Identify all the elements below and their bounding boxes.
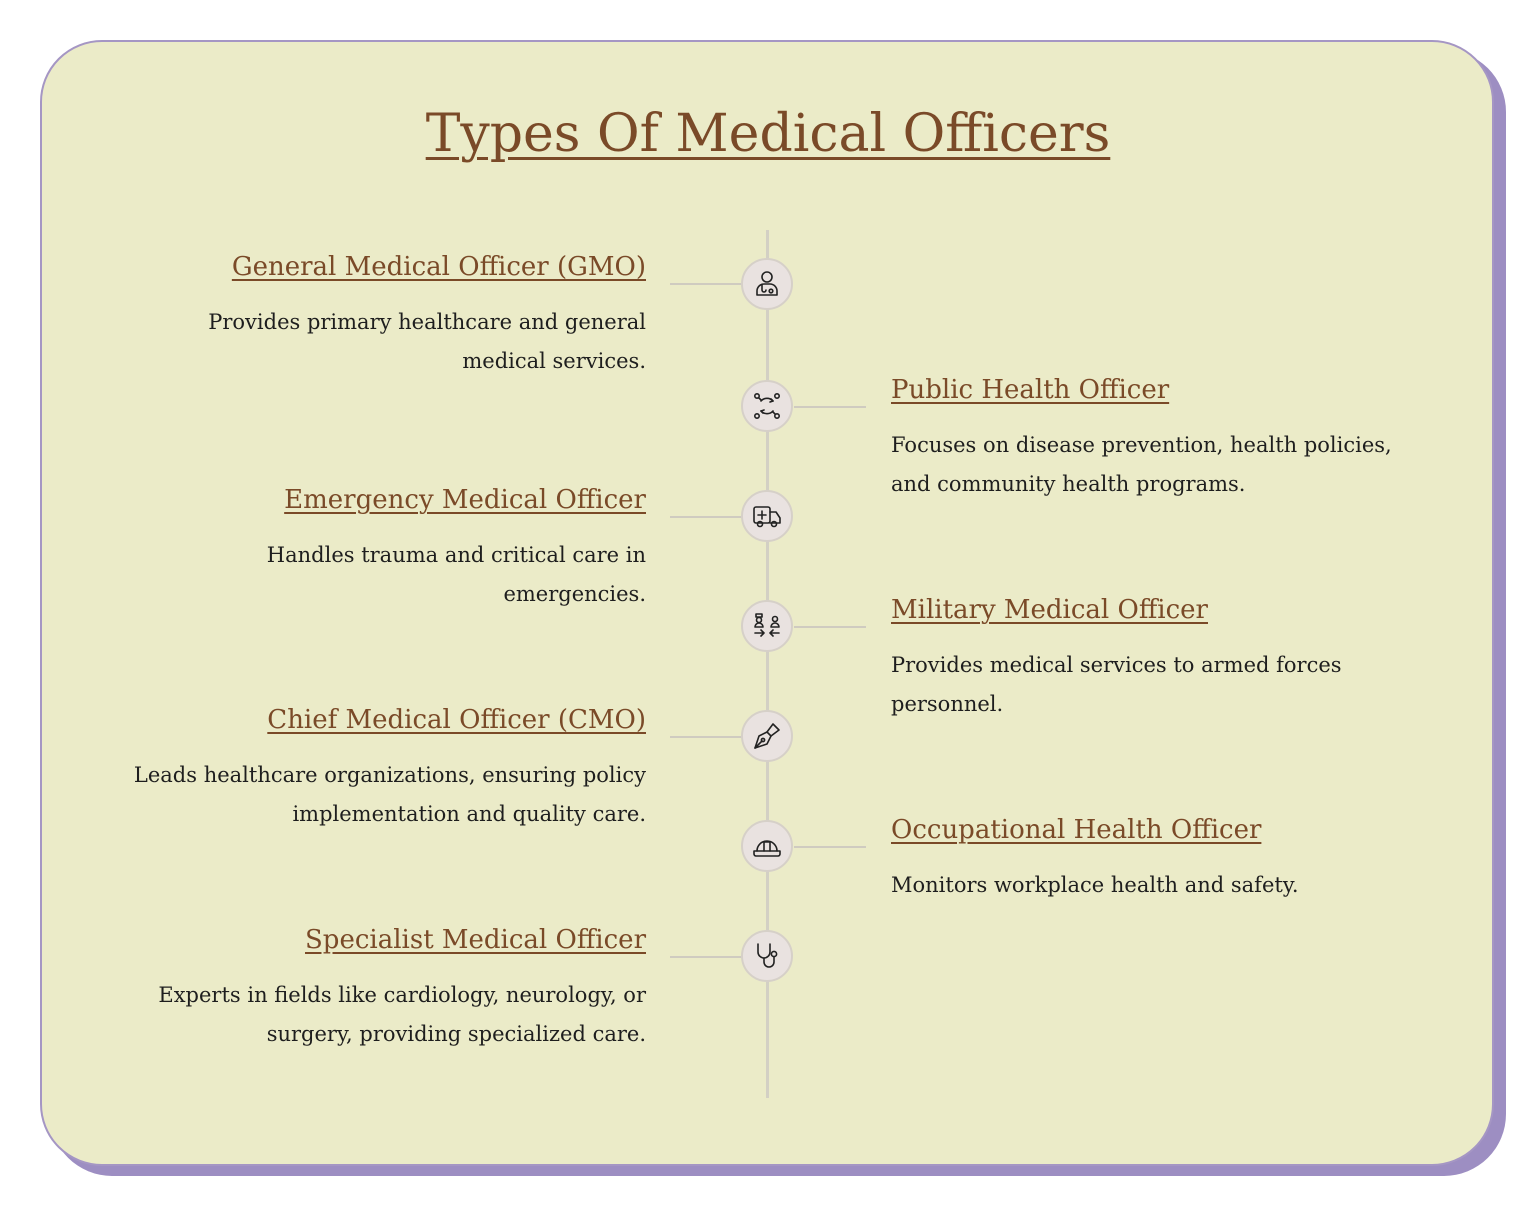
item-title: General Medical Officer (GMO) xyxy=(231,252,646,282)
item-title: Chief Medical Officer (CMO) xyxy=(267,705,646,735)
community-network-icon xyxy=(750,389,784,423)
page-title: Types Of Medical Officers xyxy=(425,104,1111,164)
item-description: Experts in fields like cardiology, neurology, or surgery, providing specialized care. xyxy=(158,983,646,1046)
node-circle xyxy=(741,820,793,872)
item-title: Military Medical Officer xyxy=(891,595,1208,625)
personnel-exchange-icon xyxy=(750,609,784,643)
node-circle xyxy=(741,600,793,652)
node-circle xyxy=(741,710,793,762)
item-title: Public Health Officer xyxy=(891,375,1170,405)
item-description: Handles trauma and critical care in emergencies. xyxy=(266,543,646,606)
hard-hat-icon xyxy=(750,829,784,863)
connector-line xyxy=(670,516,742,518)
connector-line xyxy=(794,846,866,848)
connector-line xyxy=(670,956,742,958)
node-circle xyxy=(741,930,793,982)
node-circle xyxy=(741,490,793,542)
item-description: Focuses on disease prevention, health policies, and community health programs. xyxy=(891,433,1392,496)
item-description: Leads healthcare organizations, ensuring policy implementation and quality care. xyxy=(133,763,646,826)
item-description: Provides primary healthcare and general medical services. xyxy=(208,310,646,373)
ambulance-icon xyxy=(750,499,784,533)
item-description: Provides medical services to armed forces personnel. xyxy=(891,653,1342,716)
pen-nib-icon xyxy=(750,719,784,753)
connector-line xyxy=(794,626,866,628)
node-circle xyxy=(741,258,793,310)
item-title: Occupational Health Officer xyxy=(891,815,1262,845)
node-circle xyxy=(741,380,793,432)
connector-line xyxy=(670,736,742,738)
connector-line xyxy=(670,283,742,285)
connector-line xyxy=(794,406,866,408)
doctor-icon xyxy=(750,267,784,301)
stethoscope-icon xyxy=(750,939,784,973)
item-description: Monitors workplace health and safety. xyxy=(891,873,1299,897)
item-title: Emergency Medical Officer xyxy=(284,485,646,515)
item-title: Specialist Medical Officer xyxy=(305,925,646,955)
